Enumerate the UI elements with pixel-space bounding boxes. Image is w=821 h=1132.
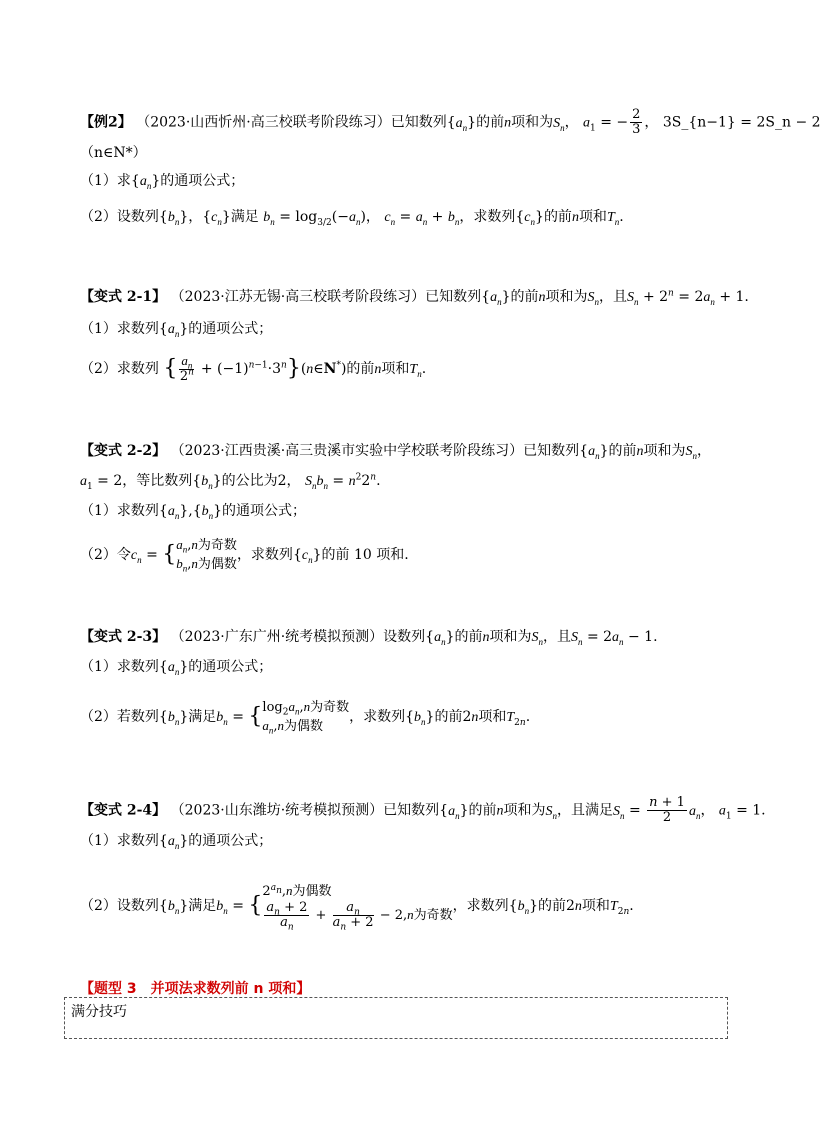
v23-q2: （2）若数列$\{b_n\}$满足$b_n$ = { $\log_2a_n,n$为奇数 $a_n,n$为偶数 ，求数列$\{b_n\}$的前2n项和$T_{2n}$. [80,699,531,736]
fraction: $\frac{2}{3}$ [632,107,641,137]
v22-line2: $a_1 = 2$，等比数列$\{b_n\}$的公比为2， $S_nb_n = n^22^n$. [80,472,381,492]
v22-q2: （2）令$c_n$ = { $a_n,n$为奇数 $b_n,n$为偶数 ，求数列$\{c_n\}$的前 10 项和. [80,537,409,574]
v22-q1: （1）求数列$\{a_n\},\{b_n\}$的通项公式； [80,503,307,521]
v21-line1: 【变式 2-1】 （2023·江苏无锡·高三校联考阶段练习）已知数列$\{a_n\}$的前n项和为$S_n$，且$S_n + 2^n = 2a_n + 1$. [80,288,749,307]
v24-q1: （1）求数列$\{a_n\}$的通项公式； [80,833,273,851]
v22-line1: 【变式 2-2】 （2023·江西贵溪·高三贵溪市实验中学校联考阶段练习）已知数列$\{a_n\}$的前n项和为$S_n$， [80,443,711,461]
tip-box [64,997,728,1039]
v22-source: （2023·江西贵溪·高三贵溪市实验中学校联考阶段练习） [170,443,524,459]
tip-label: 满分技巧 [71,1004,127,1020]
v23-label: 【变式 2-3】 [80,629,167,645]
v23-source: （2023·广东广州·统考模拟预测） [170,629,384,645]
v24-label: 【变式 2-4】 [80,802,167,819]
v24-source: （2023·山东潍坊·统考模拟预测） [170,802,384,819]
v23-line1: 【变式 2-3】 （2023·广东广州·统考模拟预测）设数列$\{a_n\}$的前n项和为$S_n$，且$S_n = 2a_n - 1$. [80,629,658,647]
v24-q2: （2）设数列$\{b_n\}$满足$b_n$ = { $2^{a_n},n$为偶数 $\frac{a_n + 2}{a_n}$ + $\frac{a_n}{a_n + 2}$ − 2,n为奇数 ，求数列$\{b_n\}$的前2n项和$T_{2n}$. [80,882,634,933]
v21-label: 【变式 2-1】 [80,289,167,305]
ex2-condition: 3S_{n−1} = 2S_n − 2 [662,114,821,131]
ex2-q2: （2）设数列$\{b_n\}$，$\{c_n\}$满足 $b_n = \log_{3/2}(-a_n)$， $c_n = a_n + b_n$，求数列$\{c_n\}$的前n项和$T_n$. [80,209,624,228]
ex2-line1: 【例2】 （2023·山西忻州·高三校联考阶段练习）已知数列$\{a_n\}$的前n项和为$S_n$， $a_1$ = − $\frac{2}{3}$ ， 3S_{n−1} = 2S_n − 2 [80,107,821,137]
ex2-source: （2023·山西忻州·高三校联考阶段练习） [136,114,391,131]
v24-line1: 【变式 2-4】 （2023·山东潍坊·统考模拟预测）已知数列$\{a_n\}$的前n项和为$S_n$，且满足$S_n$ = $\frac{n + 1}{2}$ $a_n$， $a_1 = 1$. [80,795,766,825]
v22-label: 【变式 2-2】 [80,443,167,459]
ex2-domain: （n∈N*） [80,145,147,161]
v23-q1: （1）求数列$\{a_n\}$的通项公式； [80,659,273,677]
ex2-q1: （1）求$\{a_n\}$的通项公式； [80,173,245,191]
v21-q2: （2）求数列 { $\frac{a_n}{2^n}$ + $(-1)^{n-1}\cdot 3^n\}(n\in N^*)$的前n项和$T_n$. [80,353,427,384]
ex2-label: 【例2】 [80,114,132,131]
v21-source: （2023·江苏无锡·高三校联考阶段练习） [170,289,426,305]
v21-q1: （1）求数列$\{a_n\}$的通项公式； [80,321,273,339]
section-title: 【题型 3 并项法求数列前 n 项和】 [80,981,311,997]
